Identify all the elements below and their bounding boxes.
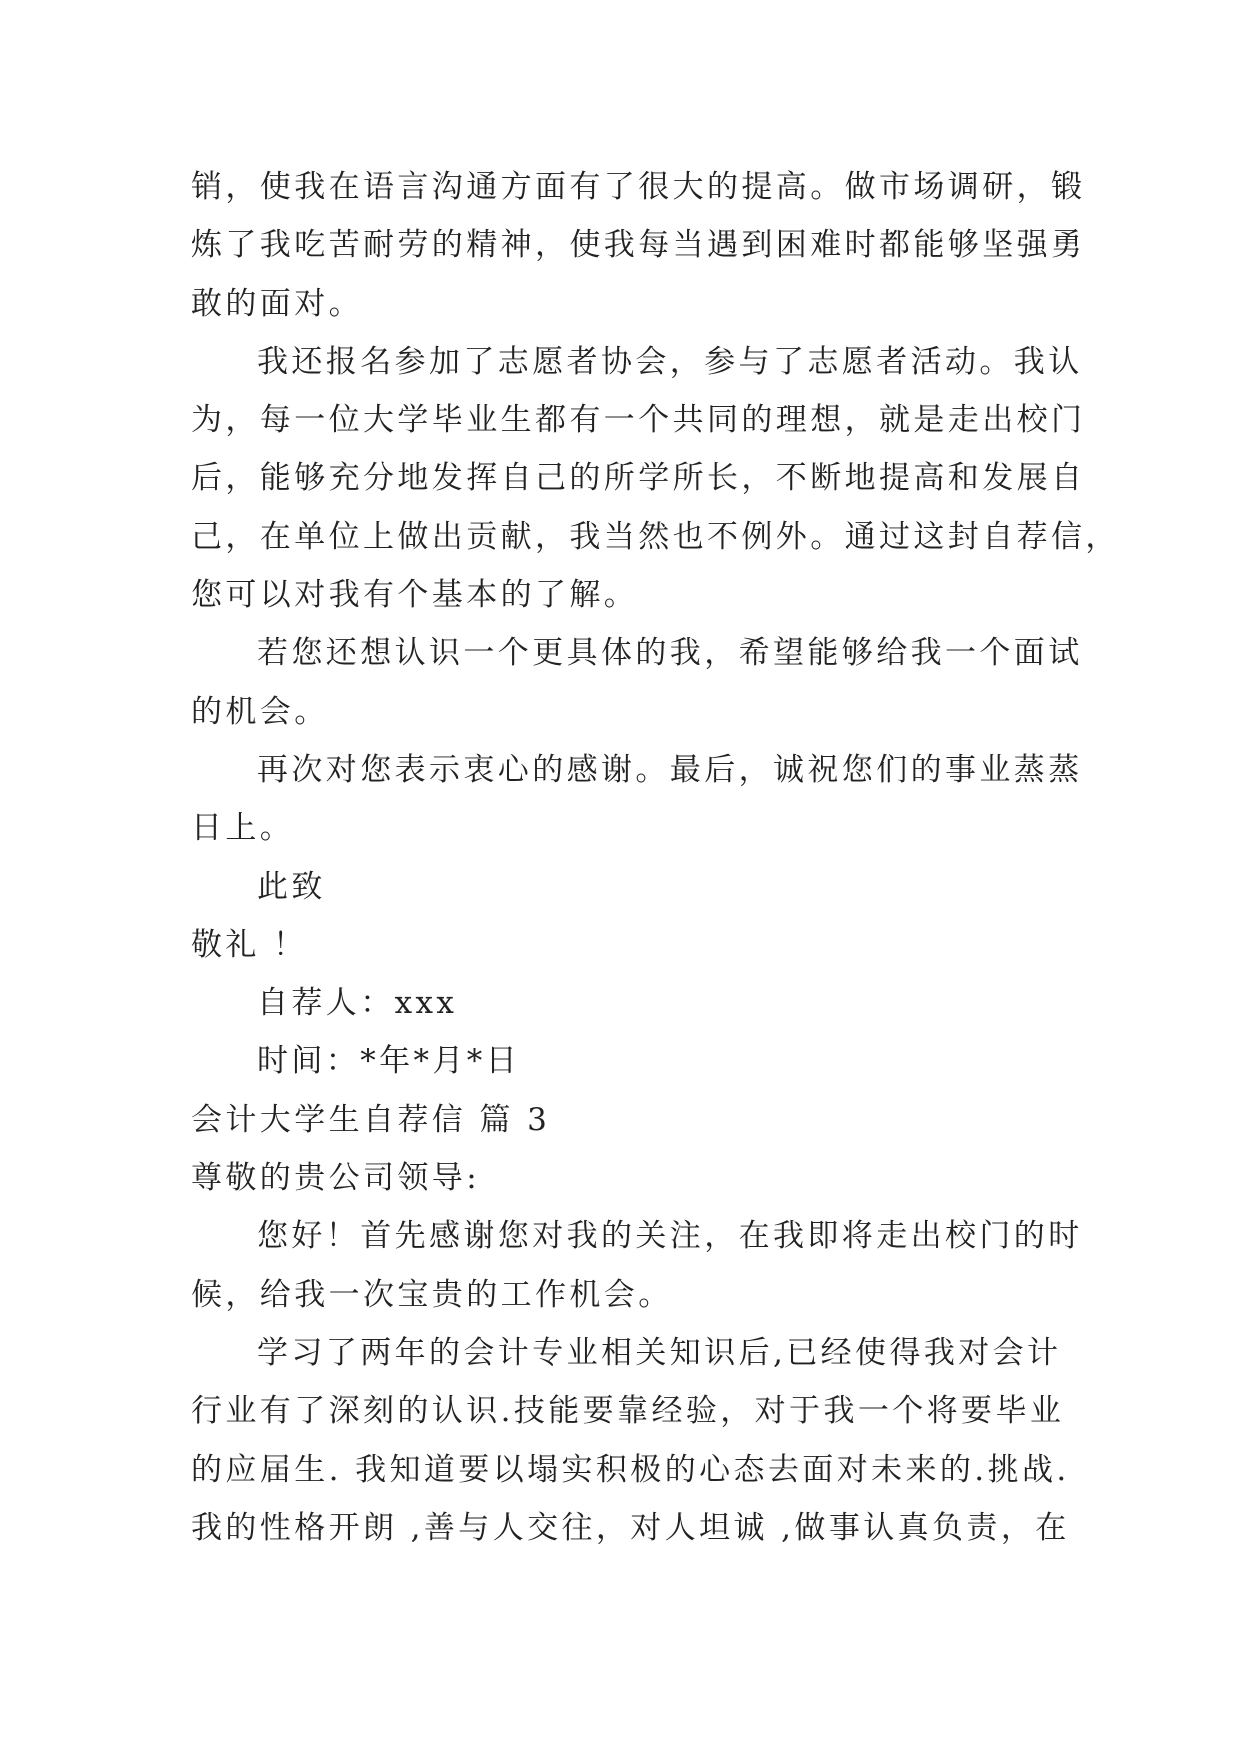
text-line: 销，使我在语言沟通方面有了很大的提高。做市场调研，锻 <box>191 169 1086 205</box>
text-line: 行业有了深刻的认识.技能要靠经验，对于我一个将要毕业 <box>191 1393 1065 1430</box>
closing-regards: 敬礼 ！ <box>191 926 308 963</box>
text-line: 您可以对我有个基本的了解。 <box>191 577 639 614</box>
text-line: 若您还想认识一个更具体的我，希望能够给我一个面试 <box>257 635 1083 672</box>
text-line: 己，在单位上做出贡献，我当然也不例外。通过这封自荐信， <box>191 518 1120 555</box>
date-line: 时间：*年*月*日 <box>257 1043 521 1080</box>
text-line: 候，给我一次宝贵的工作机会。 <box>191 1276 673 1313</box>
text-line: 我还报名参加了志愿者协会，参与了志愿者活动。我认 <box>257 343 1083 380</box>
text-line: 再次对您表示衷心的感谢。最后，诚祝您们的事业蒸蒸 <box>257 751 1083 788</box>
section-heading: 会计大学生自荐信 篇 3 <box>191 1101 551 1138</box>
text-line: 日上。 <box>191 810 295 847</box>
closing-salutation: 此致 <box>257 868 326 905</box>
text-line: 后，能够充分地发挥自己的所学所长，不断地提高和发展自 <box>191 460 1086 497</box>
text-line: 学习了两年的会计专业相关知识后,已经使得我对会计 <box>257 1334 1062 1371</box>
letter-body <box>191 158 1120 1557</box>
text-line: 敢的面对。 <box>191 285 363 322</box>
text-line: 我的性格开朗 ,善与人交往，对人坦诚 ,做事认真负责，在 <box>191 1509 1070 1546</box>
text-line: 的机会。 <box>191 693 329 730</box>
text-line: 炼了我吃苦耐劳的精神，使我每当遇到困难时都能够坚强勇 <box>191 227 1086 264</box>
signature-line: 自荐人：xxx <box>257 985 458 1022</box>
text-line: 为，每一位大学毕业生都有一个共同的理想，就是走出校门 <box>191 402 1086 439</box>
letter-greeting: 尊敬的贵公司领导: <box>191 1160 481 1197</box>
text-line: 您好！首先感谢您对我的关注，在我即将走出校门的时 <box>257 1218 1083 1255</box>
text-line: 的应届生. 我知道要以塌实积极的心态去面对未来的.挑战. <box>191 1451 1070 1488</box>
